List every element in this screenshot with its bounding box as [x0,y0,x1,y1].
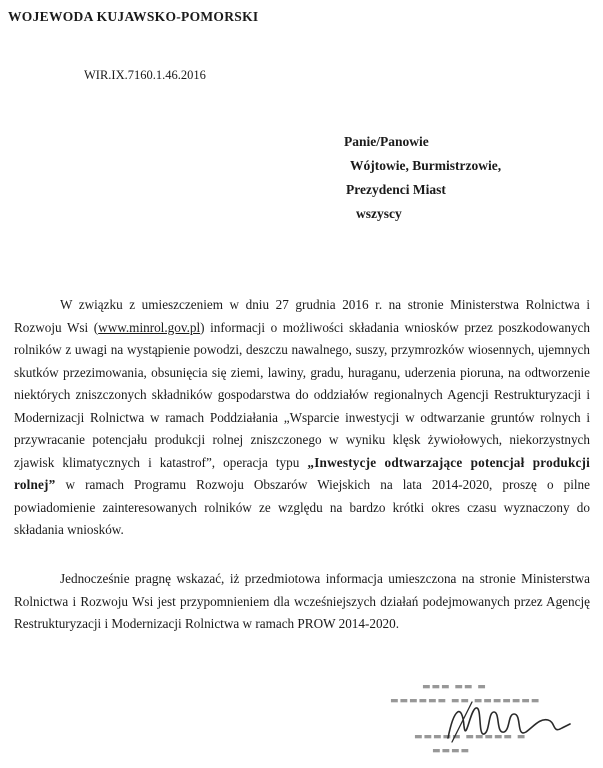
stamp-mark: ▬▬▬▬ [432,746,471,756]
paragraph-text: w ramach Programu Rozwoju Obszarów Wiejskich na lata 2014-2020, proszę o pilne powiadomienie zainteresowanych rolników ze względu na bardzo krótki okres czasu wyznaczony do składania wniosków. [14,477,590,537]
recipient-line: wszyscy [356,206,402,221]
signature-stamp [384,680,594,766]
body-paragraph-2: Jednocześnie pragnę wskazać, iż przedmiotowa informacja umieszczona na stronie Ministerstwa Rolnictwa i Rozwoju Wsi jest przypomnieniem dla wcześniejszych działań podejmowanych przez Agencję Restrukturyzacji i Modernizacji Rolnictwa w ramach PROW 2014-2020. [14,571,590,631]
stamp-mark: ▬▬▬▬▬▬ ▬▬ ▬▬▬▬▬▬▬ [390,696,541,706]
stamp-mark: ▬▬▬ ▬▬ ▬ [422,682,487,692]
operation-type-title: „Inwestycje odtwarzające potencjał produkcji rolnej” [14,454,590,492]
recipients-block [344,130,501,226]
ministry-website-link[interactable]: www.minrol.gov.pl [98,319,201,335]
reference-number: WIR.IX.7160.1.46.2016 [84,68,206,82]
handwritten-signature [444,698,574,748]
recipient-line: Panie/Panowie [344,134,429,149]
recipient-line: Wójtowie, Burmistrzowie, [350,158,502,173]
paragraph-text: ) informacji o możliwości składania wniosków przez poszkodowanych rolników z uwagi na wystąpienie powodzi, deszczu nawalnego, suszy, przymrozków wiosennych, ujemnych skutków przezimowania, obsunięcia się ziemi, lawiny, gradu, huraganu, uderzenia pioruna, na odtworzenie niektórych zniszczonych składników gospodarstwa do oddziałów regionalnych Agencji Restrukturyzacji i Modernizacji Rolnictwa w ramach Poddziałania „Wsparcie inwestycji w odtwarzanie gruntów rolnych i przywracanie potencjału produkcji rolnej zniszczonego w wyniku klęsk żywiołowych, niekorzystnych zjawisk klimatycznych i katastrof”, operacja typu [14,319,590,470]
paragraph-text: W związku z umieszczeniem w dniu 27 grudnia 2016 r. na stronie Ministerstwa Rolnictwa i Rozwoju Wsi ( [14,297,590,335]
office-title: WOJEWODA KUJAWSKO-POMORSKI [8,9,259,24]
stamp-mark: ▬▬▬▬▬ ▬▬▬▬▬ ▬ [414,732,527,742]
body-paragraph-1 [14,294,590,542]
recipient-line: Prezydenci Miast [346,182,446,197]
